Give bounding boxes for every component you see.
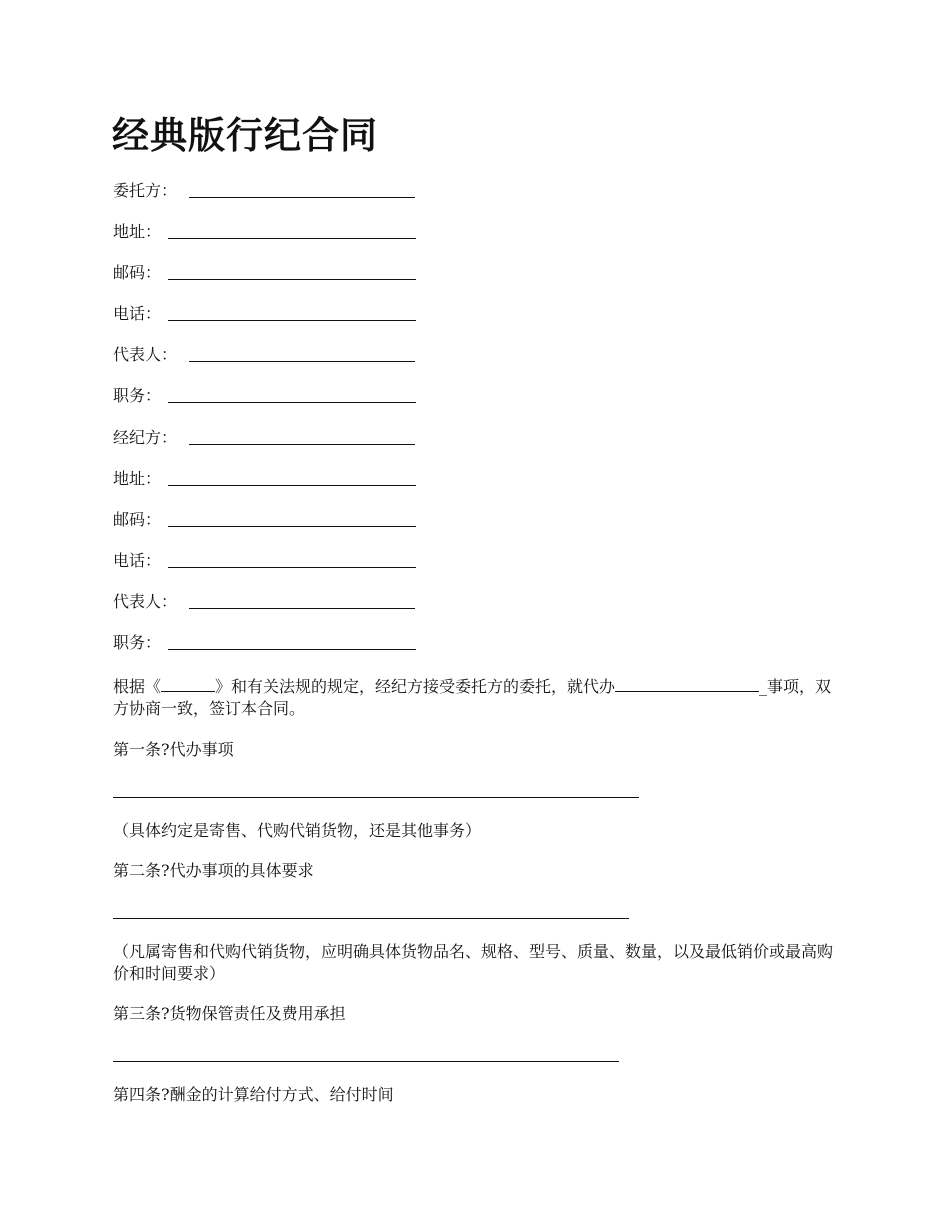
broker-party-blank[interactable]: [189, 444, 415, 445]
broker-party-label: 经纪方：: [113, 428, 178, 447]
broker-position-blank[interactable]: [168, 649, 416, 650]
principal-address-field: [113, 221, 161, 245]
principal-position-field: [113, 385, 161, 409]
article-2-answer-line[interactable]: [113, 918, 629, 919]
principal-representative-blank[interactable]: [189, 361, 415, 362]
document-title: 经典版行纪合同: [112, 114, 378, 157]
principal-representative-field: [113, 344, 177, 368]
article-1-heading: 第一条?代办事项: [113, 740, 234, 759]
principal-postcode-field: [113, 262, 161, 286]
broker-phone-label: 电话：: [113, 551, 162, 570]
preamble-text-end: _事项，双方协商一致，签订本合同。: [113, 677, 832, 718]
principal-phone-blank[interactable]: [168, 320, 416, 321]
article-1-answer-line[interactable]: [113, 797, 639, 798]
principal-position-label: 职务：: [113, 386, 162, 405]
broker-postcode-field: [113, 509, 161, 533]
law-name-blank[interactable]: [161, 677, 215, 692]
principal-phone-label: 电话：: [113, 304, 162, 323]
article-4-heading: 第四条?酬金的计算给付方式、给付时间: [113, 1085, 394, 1104]
broker-phone-field: [113, 550, 161, 574]
article-2-note: （凡属寄售和代购代销货物，应明确具体货物品名、规格、型号、质量、数量，以及最低销价或最高购价和时间要求）: [113, 942, 834, 983]
broker-address-field: [113, 468, 161, 492]
principal-postcode-label: 邮码：: [113, 263, 162, 282]
matter-blank[interactable]: [615, 677, 759, 692]
broker-postcode-label: 邮码：: [113, 510, 162, 529]
principal-representative-label: 代表人：: [113, 345, 178, 364]
broker-address-blank[interactable]: [168, 485, 416, 486]
article-3-heading: 第三条?货物保管责任及费用承担: [113, 1004, 346, 1023]
article-1-note: （具体约定是寄售、代购代销货物，还是其他事务）: [113, 821, 482, 840]
broker-representative-blank[interactable]: [189, 608, 415, 609]
principal-party-label: 委托方：: [113, 181, 178, 200]
article-3-answer-line[interactable]: [113, 1061, 619, 1062]
broker-position-label: 职务：: [113, 633, 162, 652]
preamble-text-start: 根据《: [113, 677, 162, 696]
principal-party-field: [113, 180, 177, 204]
principal-position-blank[interactable]: [168, 402, 416, 403]
preamble-paragraph: [113, 676, 843, 720]
preamble-text-middle: 》和有关法规的规定，经纪方接受委托方的委托，就代办: [215, 677, 616, 696]
principal-address-label: 地址：: [113, 222, 162, 241]
broker-party-field: [113, 427, 177, 451]
principal-address-blank[interactable]: [168, 238, 416, 239]
broker-phone-blank[interactable]: [168, 567, 416, 568]
broker-position-field: [113, 632, 161, 656]
broker-representative-field: [113, 591, 177, 615]
article-2-heading: 第二条?代办事项的具体要求: [113, 861, 314, 880]
broker-representative-label: 代表人：: [113, 592, 178, 611]
principal-party-blank[interactable]: [189, 197, 415, 198]
principal-postcode-blank[interactable]: [168, 279, 416, 280]
broker-postcode-blank[interactable]: [168, 526, 416, 527]
broker-address-label: 地址：: [113, 469, 162, 488]
principal-phone-field: [113, 303, 161, 327]
